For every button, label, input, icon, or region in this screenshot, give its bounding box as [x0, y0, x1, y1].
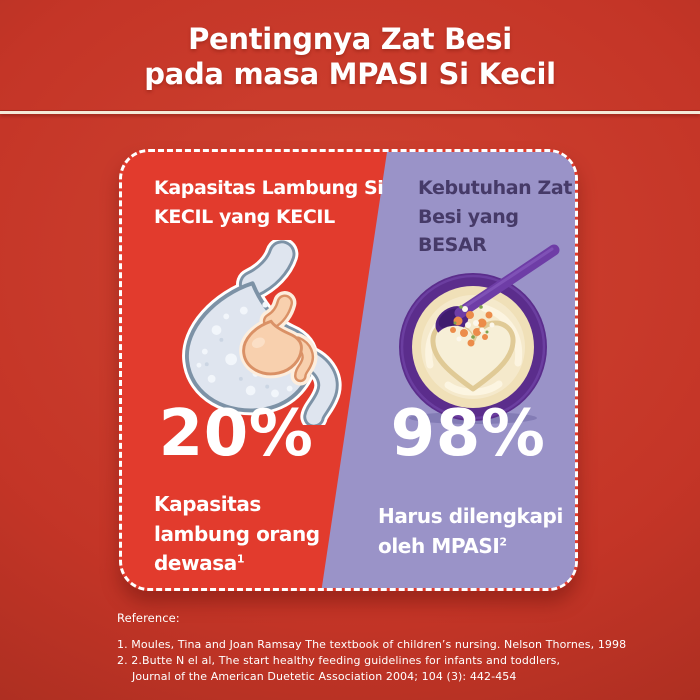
poster-title-line1: Pentingnya Zat Besi [188, 22, 512, 56]
left-caption-footnote-marker: 1 [236, 552, 245, 566]
references [117, 610, 637, 685]
reference-item-2: 2. 2.Butte N el al, The start healthy feeding guidelines for infants and toddlers, [117, 654, 561, 667]
poster-title [0, 22, 700, 92]
left-panel-caption [154, 490, 332, 579]
right-panel-heading: Kebutuhan Zat Besi yang BESAR [418, 177, 572, 256]
right-caption-text: Harus dilengkapi oleh MPASI [378, 504, 563, 558]
reference-item-1: 1. Moules, Tina and Joan Ramsay The textbook of children’s nursing. Nelson Thornes, 1998 [117, 638, 627, 651]
left-caption-text: Kapasitas lambung orang dewasa [154, 492, 320, 576]
references-label: Reference: [117, 611, 180, 625]
reference-item-2-continued: Journal of the American Duetetic Association 2004; 104 (3): 442-454 [132, 670, 517, 683]
comparison-card-inner [122, 152, 575, 588]
right-panel-stat: 98% [390, 397, 546, 471]
left-panel-stat: 20% [158, 397, 314, 471]
poster-title-line2: pada masa MPASI Si Kecil [144, 57, 556, 91]
comparison-card [119, 149, 578, 591]
right-caption-footnote-marker: 2 [499, 534, 507, 548]
left-panel-heading: Kapasitas Lambung Si KECIL yang KECIL [154, 177, 384, 228]
right-panel-caption [378, 502, 575, 561]
header-divider-line [0, 111, 700, 114]
